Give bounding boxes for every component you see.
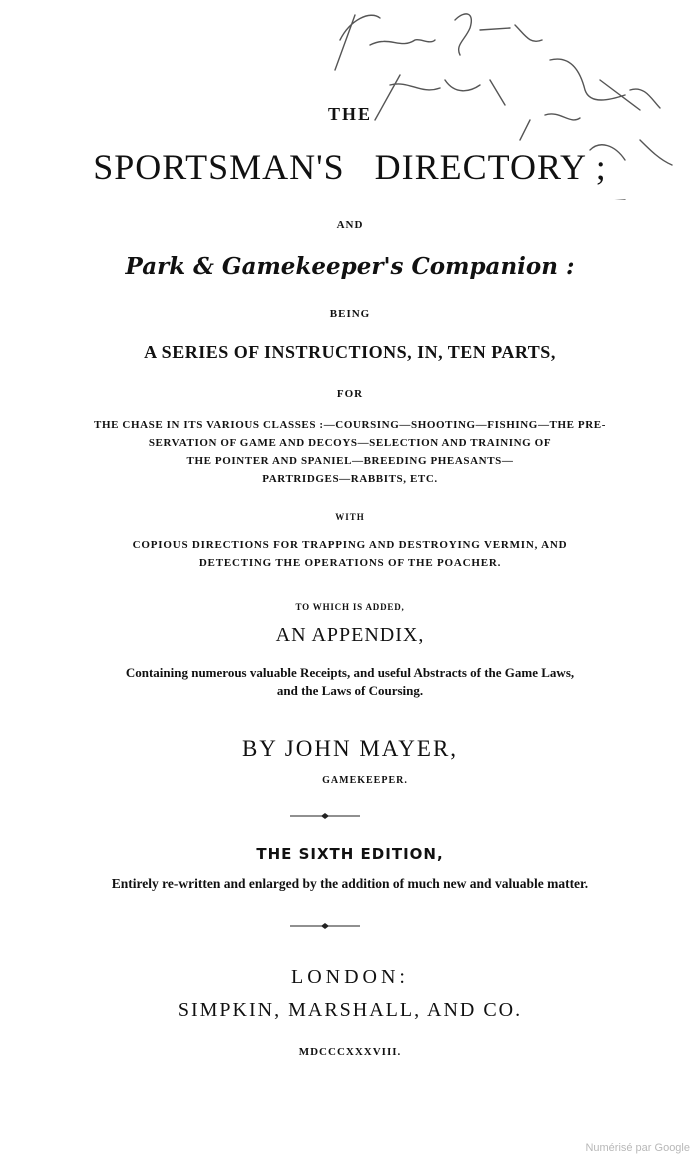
title-the: THE — [327, 104, 372, 124]
title-with: WITH — [335, 512, 365, 522]
title-and: AND — [336, 219, 364, 231]
topics-line-1: THE CHASE IN ITS VARIOUS CLASSES :—COURSING—SHOOTING—FISHING—THE PRE- — [94, 419, 606, 431]
appendix-heading: AN APPENDIX, — [275, 624, 425, 646]
publisher: SIMPKIN, MARSHALL, AND CO. — [177, 999, 523, 1021]
topics-line-2: SERVATION OF GAME AND DECOYS—SELECTION AND TRAINING OF — [148, 437, 552, 449]
place: LONDON: — [291, 966, 409, 988]
main-title: SPORTSMAN'S DIRECTORY ; — [93, 147, 607, 187]
edition-desc: Entirely re-written and enlarged by the addition of much new and valuable matter. — [111, 876, 589, 891]
title-being: BEING — [329, 308, 371, 320]
topics-line-3: THE POINTER AND SPANIEL—BREEDING PHEASANTS— — [186, 455, 514, 467]
to-which-added: TO WHICH IS ADDED, — [295, 602, 405, 612]
topics-line-4: PARTRIDGES—RABBITS, ETC. — [262, 473, 438, 485]
directions-line-1: COPIOUS DIRECTIONS FOR TRAPPING AND DESTROYING VERMIN, AND — [132, 539, 568, 551]
series-heading: A SERIES OF INSTRUCTIONS, IN, TEN PARTS, — [144, 342, 556, 362]
edition-heading: THE SIXTH EDITION, — [256, 845, 444, 863]
title-for: FOR — [336, 388, 364, 400]
appendix-desc-line-2: and the Laws of Coursing. — [276, 683, 424, 698]
author: BY JOHN MAYER, — [241, 736, 459, 761]
subtitle: Park & Gamekeeper's Companion : — [125, 253, 575, 280]
digitization-watermark: Numérisé par Google — [585, 1142, 690, 1154]
appendix-desc-line-1: Containing numerous valuable Receipts, and useful Abstracts of the Game Laws, — [125, 665, 575, 680]
directions-line-2: DETECTING THE OPERATIONS OF THE POACHER. — [198, 557, 502, 569]
ornament-divider-1 — [290, 813, 360, 819]
author-role: GAMEKEEPER. — [322, 775, 408, 786]
year: MDCCCXXXVIII. — [298, 1046, 402, 1058]
ornament-divider-2 — [290, 923, 360, 929]
